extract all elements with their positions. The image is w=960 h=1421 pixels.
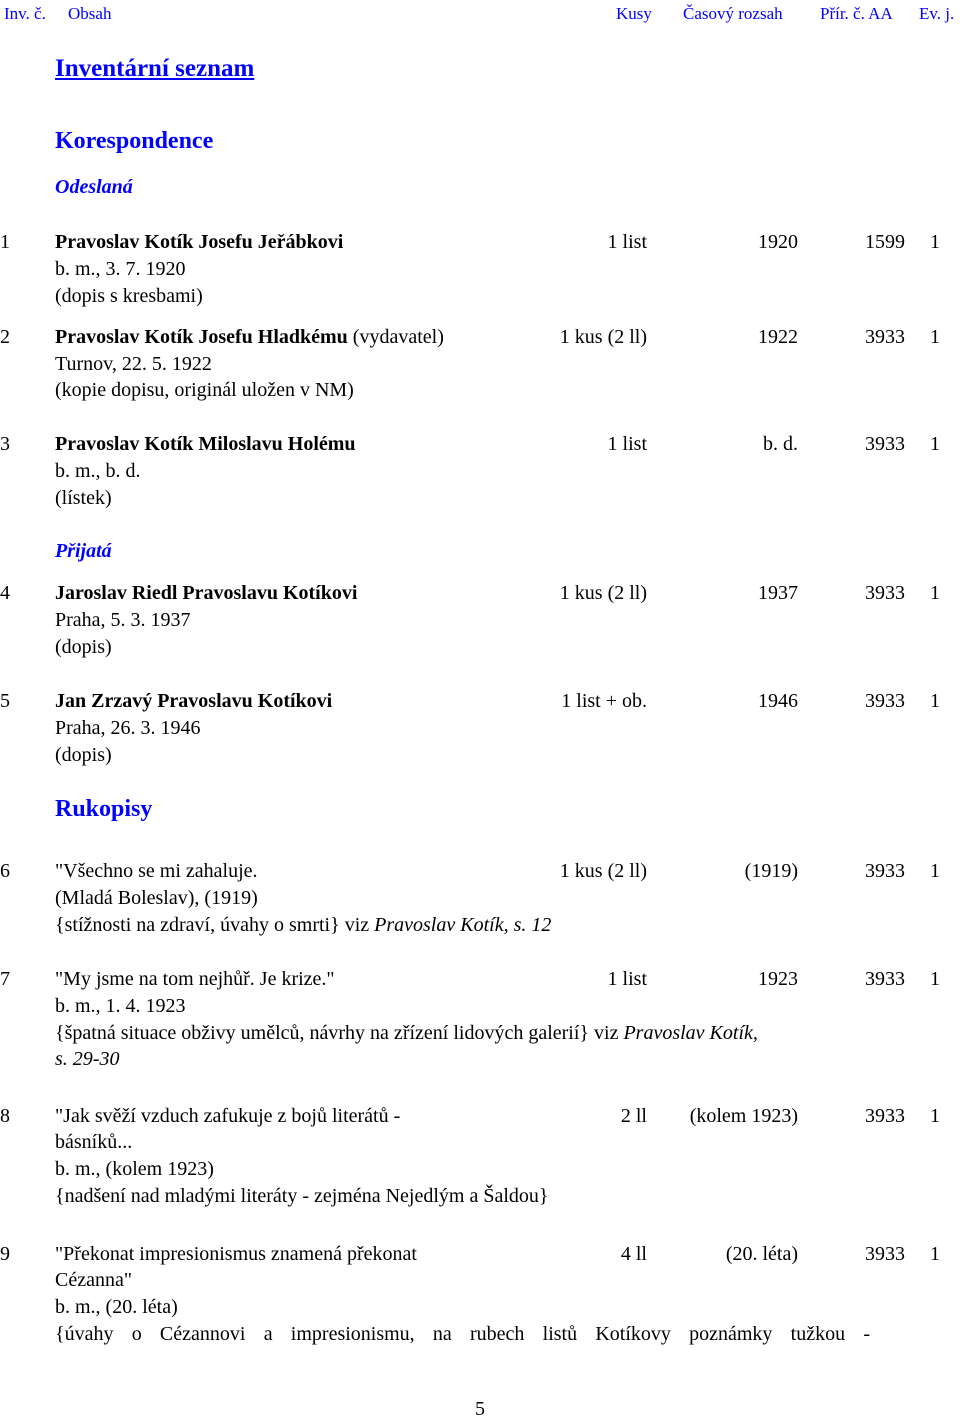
item-ev-j: 1: [930, 582, 940, 604]
item-ev-j: 1: [930, 1243, 940, 1265]
item-rok: 1937: [758, 582, 798, 604]
header-obsah[interactable]: Obsah: [68, 4, 112, 23]
item-ev-j: 1: [930, 968, 940, 990]
item-title-row: [55, 325, 444, 349]
item-prir-cislo: 3933: [865, 326, 905, 348]
item-title: Jan Zrzavý Pravoslavu Kotíkovi: [55, 690, 333, 712]
page-number: 5: [475, 1398, 485, 1420]
item-kusy: 4 ll: [620, 1243, 647, 1265]
item-number: 5: [0, 690, 10, 712]
item-note-reference: Pravoslav Kotík,: [623, 1022, 758, 1044]
item-place-date: b. m., 3. 7. 1920: [55, 258, 186, 280]
item-kusy: 1 list: [607, 968, 647, 990]
item-rok: 1923: [758, 968, 798, 990]
item-title: Jaroslav Riedl Pravoslavu Kotíkovi: [55, 582, 358, 604]
item-title: "My jsme na tom nejhůř. Je krize.": [55, 968, 335, 990]
item-prir-cislo: 3933: [865, 968, 905, 990]
item-number: 2: [0, 326, 10, 348]
item-place-date: b. m., (20. léta): [55, 1296, 178, 1318]
item-note-text: {stížnosti na zdraví, úvahy o smrti} viz: [55, 914, 375, 936]
item-kusy: 2 ll: [620, 1105, 647, 1127]
item-note: [55, 1021, 758, 1045]
item-ev-j: 1: [930, 1105, 940, 1127]
section-rukopisy: Rukopisy: [55, 796, 153, 822]
item-title: "Překonat impresionismus znamená překonat: [55, 1243, 417, 1265]
item-title: Pravoslav Kotík Miloslavu Holému: [55, 433, 356, 455]
item-note-reference: Pravoslav Kotík, s. 12: [374, 914, 552, 936]
item-note: (lístek): [55, 487, 112, 509]
item-place-date: Praha, 5. 3. 1937: [55, 609, 191, 631]
item-kusy: 1 list: [607, 433, 647, 455]
item-note: (dopis): [55, 636, 112, 658]
item-ev-j: 1: [930, 326, 940, 348]
item-place-date: b. m., (kolem 1923): [55, 1158, 214, 1180]
item-ev-j: 1: [930, 231, 940, 253]
item-note: [55, 913, 551, 937]
subsection-odeslana: Odeslaná: [55, 176, 133, 198]
item-ev-j: 1: [930, 690, 940, 712]
item-title: Pravoslav Kotík Josefu Hladkému: [55, 326, 348, 348]
item-title-cont: básníků...: [55, 1131, 133, 1153]
item-kusy: 1 list + ob.: [561, 690, 647, 712]
header-kusy[interactable]: Kusy: [616, 4, 652, 23]
item-note: (kopie dopisu, originál uložen v NM): [55, 379, 354, 401]
header-casovy-rozsah[interactable]: Časový rozsah: [683, 4, 783, 23]
item-rok: 1920: [758, 231, 798, 253]
item-title-suffix: (vydavatel): [347, 326, 444, 348]
item-kusy: 1 kus (2 ll): [559, 582, 647, 604]
item-title-cont: Cézanna": [55, 1269, 133, 1291]
item-number: 8: [0, 1105, 10, 1127]
item-kusy: 1 list: [607, 231, 647, 253]
item-number: 7: [0, 968, 10, 990]
item-title: Pravoslav Kotík Josefu Jeřábkovi: [55, 231, 344, 253]
item-number: 3: [0, 433, 10, 455]
item-prir-cislo: 3933: [865, 582, 905, 604]
item-place-date: Praha, 26. 3. 1946: [55, 717, 201, 739]
item-kusy: 1 kus (2 ll): [559, 860, 647, 882]
header-prir-aa[interactable]: Přír. č. AA: [820, 4, 893, 23]
item-rok: 1922: [758, 326, 798, 348]
item-note: {nadšení nad mladými literáty - zejména Nejedlým a Šaldou}: [55, 1185, 549, 1207]
item-title: "Jak svěží vzduch zafukuje z bojů literátů -: [55, 1105, 401, 1127]
header-inv-cislo[interactable]: Inv. č.: [4, 4, 46, 23]
item-ev-j: 1: [930, 433, 940, 455]
item-prir-cislo: 3933: [865, 690, 905, 712]
item-number: 6: [0, 860, 10, 882]
item-kusy: 1 kus (2 ll): [559, 326, 647, 348]
item-place-date: b. m., b. d.: [55, 460, 141, 482]
item-number: 4: [0, 582, 10, 604]
item-prir-cislo: 3933: [865, 433, 905, 455]
item-rok: (kolem 1923): [689, 1105, 798, 1127]
item-title: "Všechno se mi zahaluje.: [55, 860, 258, 882]
item-place-date: Turnov, 22. 5. 1922: [55, 353, 212, 375]
item-note: (dopis s kresbami): [55, 285, 203, 307]
item-prir-cislo: 3933: [865, 1243, 905, 1265]
item-note-reference-cont: s. 29-30: [55, 1048, 120, 1070]
item-note-cont: [55, 1047, 119, 1071]
item-rok: b. d.: [763, 433, 798, 455]
item-rok: 1946: [758, 690, 798, 712]
section-korespondence: Korespondence: [55, 128, 214, 154]
item-ev-j: 1: [930, 860, 940, 882]
item-note: {úvahy o Cézannovi a impresionismu, na rubech listů Kotíkovy poznámky tužkou -: [55, 1323, 870, 1345]
header-ev-j[interactable]: Ev. j.: [919, 4, 955, 23]
item-number: 1: [0, 231, 10, 253]
item-place-date: b. m., 1. 4. 1923: [55, 995, 186, 1017]
page-title: Inventární seznam: [55, 55, 255, 82]
item-prir-cislo: 3933: [865, 860, 905, 882]
subsection-prijata: Přijatá: [55, 540, 112, 562]
item-note: (dopis): [55, 744, 112, 766]
item-prir-cislo: 1599: [865, 231, 905, 253]
item-number: 9: [0, 1243, 10, 1265]
item-prir-cislo: 3933: [865, 1105, 905, 1127]
item-rok: (20. léta): [725, 1243, 798, 1265]
item-note-text: {špatná situace obživy umělců, návrhy na zřízení lidových galerií} viz: [55, 1022, 624, 1044]
item-place-date: (Mladá Boleslav), (1919): [55, 887, 258, 909]
item-rok: (1919): [744, 860, 798, 882]
